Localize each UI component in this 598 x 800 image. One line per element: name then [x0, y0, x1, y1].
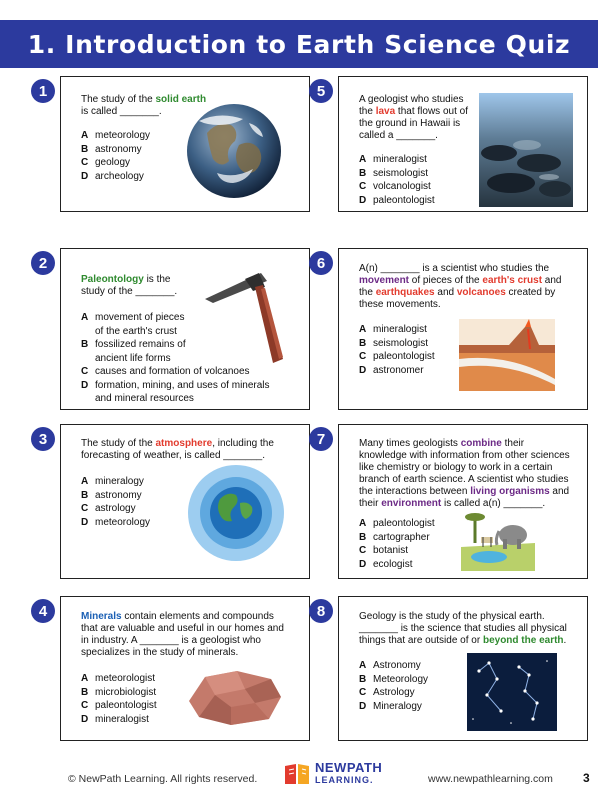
option-text: astronomy	[95, 489, 142, 501]
option-letter: B	[81, 143, 89, 155]
savanna-animals-image	[461, 509, 535, 571]
question-card-1	[38, 76, 310, 212]
question-text-segment: things that are outside of or	[359, 635, 483, 646]
option-letter: D	[359, 364, 367, 376]
question-text-segment: their	[501, 438, 525, 449]
option-letter: B	[81, 686, 89, 698]
option-letter: B	[359, 337, 367, 349]
option-letter: B	[359, 531, 367, 543]
question-text-segment: these movements.	[359, 299, 441, 310]
option-text: causes and formation of volcanoes	[95, 366, 250, 377]
tectonic-volcano-image	[459, 319, 555, 391]
question-number-6: 6	[309, 251, 333, 275]
option-text: astronomer	[373, 364, 424, 376]
question-text-3	[81, 438, 306, 462]
option-letter: D	[81, 379, 89, 391]
options-7	[359, 517, 469, 571]
question-number-8: 8	[309, 599, 333, 623]
answer-option-c[interactable]	[359, 350, 469, 364]
keyword: Paleontology	[81, 274, 144, 285]
atmosphere-globe-image	[186, 463, 286, 563]
answer-option-a[interactable]	[359, 323, 469, 337]
option-text: fossilized remains of ancient life forms	[95, 339, 186, 364]
answer-option-d[interactable]	[359, 558, 469, 572]
question-text-segment: their	[359, 498, 382, 509]
options-5	[359, 153, 469, 207]
option-letter: A	[359, 324, 367, 335]
option-text: seismologist	[373, 337, 429, 349]
question-text-segment: in industry. A _______ is a geologist who	[81, 635, 261, 646]
question-text-segment: knowledge with information from other sciences	[359, 450, 570, 461]
option-letter: A	[81, 312, 89, 323]
option-text: mineralogist	[373, 324, 427, 335]
answer-option-a[interactable]	[359, 659, 469, 673]
question-number-4: 4	[31, 599, 55, 623]
question-text-segment: that are valuable and useful in our homes and	[81, 623, 284, 634]
question-text-segment: that flows out of	[395, 106, 468, 117]
option-text: botanist	[373, 545, 409, 556]
option-letter: A	[359, 518, 367, 529]
option-text: meteorologist	[95, 673, 156, 684]
mineral-rock-image	[185, 667, 285, 727]
question-number-5: 5	[309, 79, 333, 103]
option-text: Meteorology	[373, 673, 429, 685]
question-text-segment: called a _______.	[359, 130, 438, 141]
keyword: solid earth	[155, 94, 207, 105]
answer-option-d[interactable]	[81, 516, 191, 530]
question-number-3: 3	[31, 427, 55, 451]
option-letter: D	[81, 516, 89, 528]
option-text: geology	[95, 157, 131, 168]
option-letter: C	[81, 366, 89, 377]
options-8	[359, 659, 469, 713]
option-text: mineralogist	[95, 713, 149, 725]
question-text-segment: is called _______.	[81, 106, 162, 117]
question-text-segment: specializes in the study of minerals.	[81, 647, 239, 658]
question-text-segment: .	[563, 635, 567, 646]
option-text: paleontologist	[373, 518, 435, 529]
option-letter: B	[81, 339, 89, 350]
question-text-6	[359, 263, 591, 311]
question-card-7	[316, 424, 588, 579]
question-text-segment: branch of earth science. A scientist who studies	[359, 474, 569, 485]
option-letter: B	[81, 489, 89, 501]
keyword: earth's crust	[482, 275, 543, 286]
keyword: living organisms	[470, 486, 550, 497]
answer-option-b[interactable]	[81, 489, 191, 503]
question-text-segment: The study of the	[81, 94, 156, 105]
option-text: seismologist	[373, 167, 429, 179]
option-text: movement of pieces of the earth's crust	[95, 312, 185, 337]
keyword: environment	[381, 498, 442, 509]
question-text-7	[359, 438, 591, 510]
option-letter: D	[359, 700, 367, 712]
page-number: 3	[583, 771, 590, 785]
keyword: beyond the earth	[482, 635, 564, 646]
rock-hammer-image	[201, 267, 301, 367]
question-text-segment: study of the _______.	[81, 286, 178, 297]
question-text-8	[359, 611, 591, 647]
question-text-segment: The study of the	[81, 438, 156, 449]
option-text: paleontologist	[373, 351, 435, 362]
answer-option-c[interactable]	[81, 699, 191, 713]
question-text-5	[359, 94, 479, 142]
question-text-segment: and	[542, 275, 562, 286]
option-letter: A	[81, 476, 89, 487]
book-logo-icon	[283, 762, 311, 786]
answer-option-d[interactable]	[359, 700, 469, 714]
answer-option-c[interactable]	[359, 180, 469, 194]
question-card-5	[316, 76, 588, 212]
option-text: meteorology	[95, 130, 151, 141]
question-text-segment: Geology is the study of the physical earth.	[359, 611, 545, 622]
page-title: 1. Introduction to Earth Science Quiz	[27, 29, 571, 59]
option-letter: C	[359, 687, 367, 698]
answer-option-a[interactable]	[359, 153, 469, 167]
question-text-4	[81, 611, 306, 659]
answer-option-d[interactable]	[359, 194, 469, 208]
option-text: paleontologist	[95, 700, 157, 711]
keyword: combine	[460, 438, 502, 449]
option-letter: A	[81, 673, 89, 684]
option-letter: B	[359, 673, 367, 685]
question-text-segment: like chemistry or biology to work in a certain	[359, 462, 553, 473]
lava-flow-image	[479, 93, 573, 207]
option-text: astronomy	[95, 143, 142, 155]
option-letter: D	[359, 194, 367, 206]
option-text: Mineralogy	[373, 700, 422, 712]
option-text: mineralogy	[95, 476, 144, 487]
option-text: Astronomy	[373, 660, 421, 671]
question-text-2	[81, 274, 211, 298]
question-text-segment: and	[549, 486, 570, 497]
option-text: volcanologist	[373, 181, 431, 192]
question-text-segment: A(n) _______ is a scientist who studies the	[359, 263, 550, 274]
question-text-segment: contain elements and compounds	[121, 611, 274, 622]
option-letter: C	[359, 181, 367, 192]
option-text: cartographer	[373, 531, 430, 543]
option-text: ecologist	[373, 558, 413, 570]
question-text-segment: the interactions between	[359, 486, 471, 497]
question-text-segment: is the	[143, 274, 171, 285]
answer-option-a[interactable]	[81, 672, 191, 686]
answer-option-d[interactable]	[81, 713, 191, 727]
answer-option-a[interactable]	[359, 517, 469, 531]
option-letter: A	[81, 130, 89, 141]
option-letter: B	[359, 167, 367, 179]
brand-name: NEWPATH	[315, 760, 383, 775]
option-letter: C	[81, 157, 89, 168]
option-letter: A	[359, 660, 367, 671]
answer-option-b[interactable]	[359, 673, 469, 687]
answer-option-c[interactable]	[81, 502, 191, 516]
question-text-segment: the ground in Hawaii is	[359, 118, 461, 129]
question-card-3	[38, 424, 310, 579]
question-card-4	[38, 596, 310, 741]
question-text-segment: A geologist who studies	[359, 94, 464, 105]
question-text-segment: Many times geologists	[359, 438, 461, 449]
options-3	[81, 475, 191, 529]
question-card-6	[316, 248, 588, 410]
answer-option-b[interactable]	[359, 531, 469, 545]
question-text-segment: is called a(n) _______.	[441, 498, 546, 509]
question-card-2	[38, 248, 310, 410]
question-card-8	[316, 596, 588, 741]
option-text: Astrology	[373, 687, 415, 698]
question-text-segment: forecasting of weather, is called _______.	[81, 450, 266, 461]
brand-tagline: LEARNING.	[315, 775, 374, 785]
options-6	[359, 323, 469, 377]
option-letter: C	[359, 351, 367, 362]
option-text: microbiologist	[95, 686, 157, 698]
option-letter: C	[81, 700, 89, 711]
title-bar	[0, 20, 598, 68]
answer-option-d[interactable]	[81, 379, 306, 406]
keyword: atmosphere	[155, 438, 213, 449]
question-text-segment: , including the	[212, 438, 274, 449]
question-text-segment: _______ is the science that studies all physical	[359, 623, 567, 634]
option-text: archeology	[95, 170, 144, 182]
option-letter: D	[81, 170, 89, 182]
question-text-segment: the	[359, 287, 376, 298]
option-letter: A	[359, 154, 367, 165]
option-letter: C	[359, 545, 367, 556]
earth-globe-image	[177, 103, 291, 199]
option-letter: D	[81, 713, 89, 725]
answer-option-b[interactable]	[359, 337, 469, 351]
option-letter: C	[81, 503, 89, 514]
answer-option-d[interactable]	[359, 364, 469, 378]
website-url[interactable]: www.newpathlearning.com	[428, 773, 553, 785]
option-text: astrology	[95, 503, 136, 514]
answer-option-c[interactable]	[81, 365, 306, 379]
keyword: lava	[375, 106, 396, 117]
question-text-segment: the	[359, 106, 376, 117]
options-4	[81, 672, 191, 726]
constellation-sky-image	[467, 653, 557, 731]
keyword: Minerals	[81, 611, 122, 622]
question-text-segment: and	[434, 287, 457, 298]
question-text-segment: created by	[505, 287, 556, 298]
answer-option-b[interactable]	[81, 686, 191, 700]
copyright-text: © NewPath Learning. All rights reserved.	[68, 773, 258, 785]
option-letter: D	[359, 558, 367, 570]
keyword: earthquakes	[375, 287, 435, 298]
question-text-segment: of pieces of the	[409, 275, 483, 286]
keyword: movement	[359, 275, 410, 286]
answer-option-c[interactable]	[359, 544, 469, 558]
question-number-7: 7	[309, 427, 333, 451]
newpath-logo	[283, 762, 382, 786]
answer-option-b[interactable]	[359, 167, 469, 181]
answer-option-a[interactable]	[81, 475, 191, 489]
keyword: volcanoes	[456, 287, 506, 298]
option-text: formation, mining, and uses of minerals and mineral resources	[95, 379, 270, 404]
answer-option-c[interactable]	[359, 686, 469, 700]
question-number-2: 2	[31, 251, 55, 275]
question-number-1: 1	[31, 79, 55, 103]
option-text: mineralogist	[373, 154, 427, 165]
option-text: meteorology	[95, 516, 151, 528]
option-text: paleontologist	[373, 194, 435, 206]
